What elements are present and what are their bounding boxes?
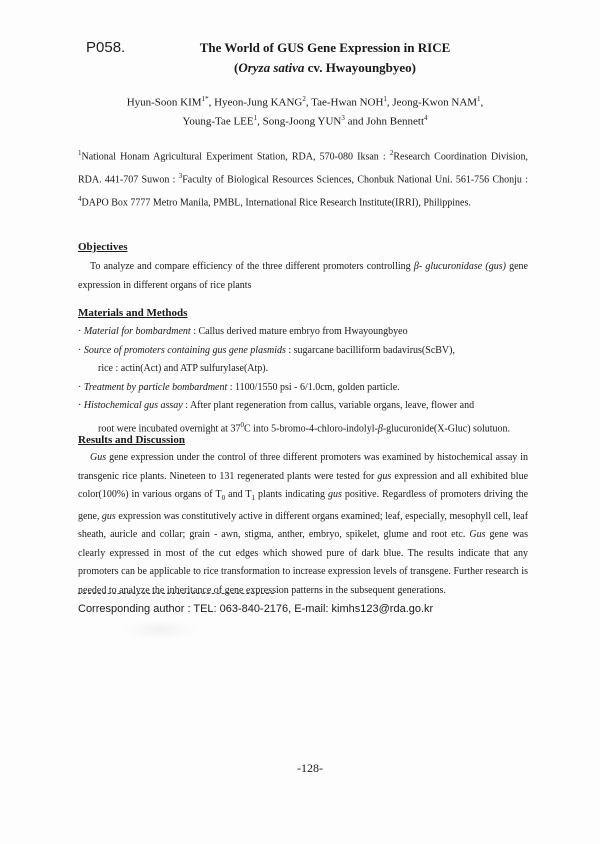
- list-item: · Material for bombardment : Callus derived mature embryo from Hwayoungbyeo: [78, 326, 408, 337]
- scan-smudge: [120, 620, 200, 640]
- author: Young-Tae LEE: [182, 115, 254, 128]
- section-heading-results: Results and Discussion: [78, 434, 185, 446]
- poster-code: P058.: [86, 39, 126, 56]
- footnote-divider: [78, 593, 274, 594]
- affiliations: $^1$National Honam Agricultural Experiment Station, RDA, 570-080 Iksan : $^2$Research Coordination Division, RDA. 441-707 Suwon : $^3$Faculty of Biological Resources Sciences, Chonbuk National Uni. 561-756 Chonju : $^4$DAPO Box 7777 Metro Manila, PMBL, International Rice Research Institute(IRRI), Philippines.: [78, 149, 529, 208]
- author-list-line1: Hyun-Soon $KIM^{1*}$, Hyeon-Jung KANG$^2$, Tae-Hwan NOH$^1$, Jeong-Kwon NAM$^1$,: [126, 95, 484, 109]
- corresponding-author: Corresponding author : TEL: 063-840-2176, E-mail: kimhs123@rda.go.kr: [78, 603, 434, 615]
- author: Song-Joong YUN: [262, 115, 342, 128]
- author: Tae-Hwan NOH: [311, 96, 384, 109]
- author-list-line2: Young-Tae LEE$^1$, Song-Joong YUN$^3$ and John Bennett$^4$: [182, 114, 428, 128]
- section-heading-objectives: Objectives: [78, 241, 128, 253]
- list-item: · Source of promoters containing gus gene plasmids : sugarcane bacilliform badavirus(ScBV),: [78, 344, 455, 356]
- methods-list: [78, 323, 528, 438]
- author: Hyeon-Jung KANG: [214, 96, 303, 109]
- author: Hyun-Soon KIM: [126, 96, 202, 109]
- paper-title-line2: (Oryza sativa cv. Hwayoungbyeo): [233, 60, 417, 75]
- cultivar-name: cv. Hwayoungbyeo: [307, 60, 412, 75]
- list-item-continuation: rice : actin(Act) and ATP sulfurylase(Atp).: [98, 363, 269, 374]
- author: Jeong-Kwon NAM: [392, 96, 478, 109]
- author: and John Bennett: [347, 115, 425, 128]
- species-name: Oryza sativa: [238, 60, 305, 75]
- list-item: · Treatment by particle bombardment : 1100/1550 psi - 6/1.0cm, golden particle.: [78, 381, 400, 393]
- objectives-text: To analyze and compare efficiency of the three different promoters controlling β- glucuronidase (gus) gene expression in different organs of rice plants: [78, 261, 528, 291]
- section-heading-methods: Materials and Methods: [78, 307, 188, 319]
- page-number: -128-: [297, 761, 323, 775]
- list-item-continuation: root were incubated overnight at $37^0C$ into 5-bromo-4-chloro-indolyl-β-glucuronide(X-Gluc) solutuon.: [98, 420, 511, 434]
- list-item: · Histochemical gus assay : After plant regeneration from callus, variable organs, leave, flower and: [78, 400, 475, 411]
- paper-title-line1: The World of GUS Gene Expression in RICE: [199, 40, 451, 55]
- results-text: Gus gene expression under the control of three different promoters was examined by histochemical assay in transgenic rice plants. Nineteen to 131 regenerated plants were tested for gus expression and all exhibited blue color(100%) in various organs of $T_0$ and $T_1$ plants indicating gus positive. Regardless of promoters driving the gene, gus expression was constitutively active in different organs examined; leaf, especially, mesophyll cell, leaf sheath, auricle and collar; grain - awn, stigma, anther, embryo, spikelet, glume and root etc. Gus gene was clearly expressed in most of the cut edges which showed pure of dark blue. The results indicate that any promoters can be applicable to rice transformation to increase expression levels of transgene. Further research is needed to analyze the inheritance of gene expression patterns in the subsequent generations.: [78, 452, 529, 596]
